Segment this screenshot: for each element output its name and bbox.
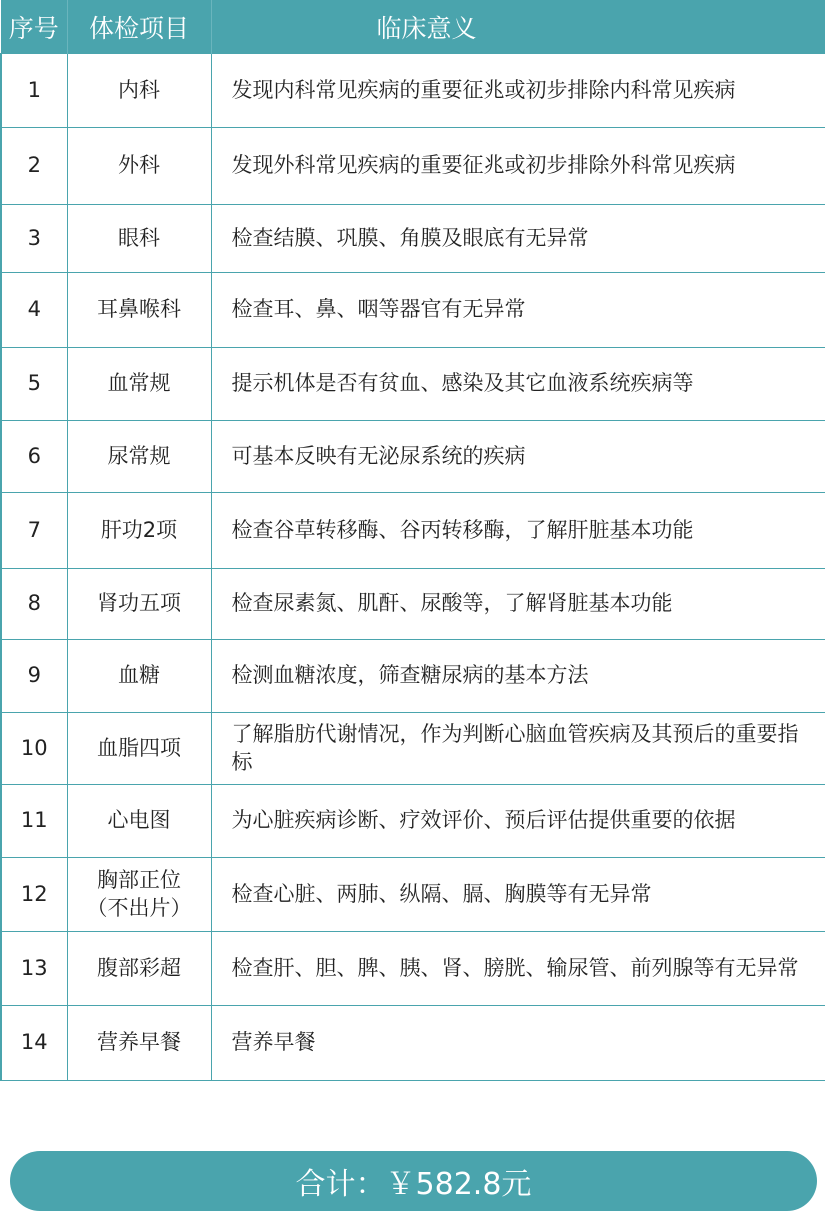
table-row: [1, 1006, 825, 1081]
row-index: 11: [1, 785, 67, 858]
row-item: 腹部彩超: [67, 932, 211, 1006]
row-index: 13: [1, 932, 67, 1006]
row-item: 肾功五项: [67, 569, 211, 640]
row-index: 2: [1, 128, 67, 205]
table-row: [1, 640, 825, 713]
row-item: 眼科: [67, 205, 211, 273]
table-row: [1, 858, 825, 932]
row-meaning: 了解脂肪代谢情况，作为判断心脑血管疾病及其预后的重要指标: [211, 713, 825, 785]
row-item: 尿常规: [67, 421, 211, 493]
header-meaning: 临床意义: [211, 0, 825, 54]
row-index: 7: [1, 493, 67, 569]
header-item: 体检项目: [67, 0, 211, 54]
row-index: 14: [1, 1006, 67, 1081]
row-item: 胸部正位: [97, 868, 181, 893]
row-index: 3: [1, 205, 67, 273]
row-meaning: 检查结膜、巩膜、角膜及眼底有无异常: [211, 205, 825, 273]
row-index: 8: [1, 569, 67, 640]
table-row: [1, 205, 825, 273]
row-index: 1: [1, 54, 67, 128]
row-item: 营养早餐: [67, 1006, 211, 1081]
table-row: [1, 54, 825, 128]
row-meaning: 营养早餐: [211, 1006, 825, 1081]
table-row: [1, 713, 825, 785]
row-meaning: 为心脏疾病诊断、疗效评价、预后评估提供重要的依据: [211, 785, 825, 858]
row-item-note: （不出片）: [86, 895, 192, 920]
row-item: 心电图: [67, 785, 211, 858]
row-meaning: 发现外科常见疾病的重要征兆或初步排除外科常见疾病: [211, 128, 825, 205]
row-item: 内科: [67, 54, 211, 128]
table-row: [1, 932, 825, 1006]
row-meaning: 检查谷草转移酶、谷丙转移酶，了解肝脏基本功能: [211, 493, 825, 569]
row-item: 外科: [67, 128, 211, 205]
row-meaning: 检查耳、鼻、咽等器官有无异常: [211, 273, 825, 348]
table-row: [1, 493, 825, 569]
row-meaning: 检查肝、胆、脾、胰、肾、膀胱、输尿管、前列腺等有无异常: [211, 932, 825, 1006]
row-meaning: 检测血糖浓度，筛查糖尿病的基本方法: [211, 640, 825, 713]
table-row: [1, 785, 825, 858]
table-row: [1, 421, 825, 493]
table-row: [1, 348, 825, 421]
row-item: 血常规: [67, 348, 211, 421]
table-row: [1, 128, 825, 205]
row-item: 血糖: [67, 640, 211, 713]
table-header-row: [1, 0, 825, 54]
row-meaning: 发现内科常见疾病的重要征兆或初步排除内科常见疾病: [211, 54, 825, 128]
row-index: 6: [1, 421, 67, 493]
table-row: [1, 273, 825, 348]
row-item: 耳鼻喉科: [67, 273, 211, 348]
row-meaning: 检查心脏、两肺、纵隔、膈、胸膜等有无异常: [211, 858, 825, 932]
row-item: 血脂四项: [67, 713, 211, 785]
table-row: [1, 569, 825, 640]
row-index: 10: [1, 713, 67, 785]
row-meaning: 检查尿素氮、肌酐、尿酸等，了解肾脏基本功能: [211, 569, 825, 640]
total-price-bar: [10, 1151, 817, 1211]
total-price-label: 合计：￥582.8元: [295, 1167, 532, 1202]
row-index: 4: [1, 273, 67, 348]
row-meaning: 可基本反映有无泌尿系统的疾病: [211, 421, 825, 493]
row-item: 肝功2项: [67, 493, 211, 569]
row-meaning: 提示机体是否有贫血、感染及其它血液系统疾病等: [211, 348, 825, 421]
row-index: 5: [1, 348, 67, 421]
row-index: 12: [1, 858, 67, 932]
row-item-cell: [67, 858, 211, 932]
header-index: 序号: [1, 0, 67, 54]
row-index: 9: [1, 640, 67, 713]
